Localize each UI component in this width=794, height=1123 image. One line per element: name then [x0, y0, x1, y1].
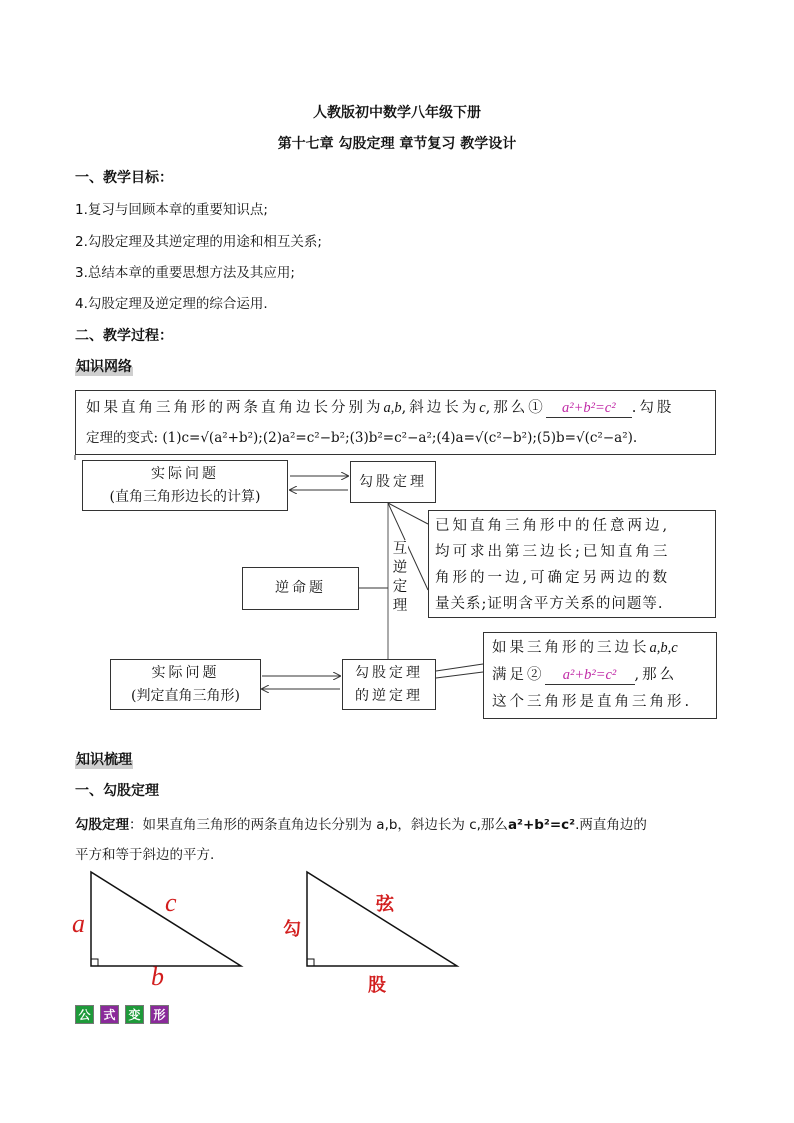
knowledge-network-label: 知识网络: [75, 356, 133, 376]
converse-theorem-box: [342, 659, 436, 710]
mutual-converse-label: 互逆定理: [392, 541, 408, 614]
converse-line2: 满足②: [492, 667, 545, 683]
badge-shi: 式: [100, 1005, 119, 1024]
theorem-statement-box: [75, 390, 716, 455]
usage-line: 均可求出第三边长;已知直角三: [435, 544, 671, 560]
badge-xing: 形: [150, 1005, 169, 1024]
converse-statement-box: [483, 632, 717, 719]
triangle-label-a: a: [72, 909, 85, 938]
converse-theorem-line2: 的逆定理: [355, 688, 423, 704]
triangle-label-xian: 弦: [376, 894, 394, 915]
triangle-figure-abc: [70, 865, 260, 975]
converse-line2-end: ,那么: [634, 667, 678, 683]
section-heading-pythagorean: 一、勾股定理: [75, 783, 159, 799]
statement-answer-blank: a²+b²=c²: [546, 399, 632, 418]
statement-vars: a,b: [383, 400, 402, 416]
usage-line: 量关系;证明含平方关系的问题等.: [435, 596, 664, 612]
statement-prefix: 如果直角三角形的两条直角边长分别为: [86, 400, 384, 416]
converse-proposition-box: 逆命题: [242, 567, 359, 610]
objective-item: 2.勾股定理及其逆定理的用途和相互关系;: [75, 234, 322, 250]
pythagorean-definition: [75, 813, 647, 833]
statement-then: ,那么①: [485, 400, 546, 416]
document-title: 人教版初中数学八年级下册: [313, 105, 481, 121]
definition-body-end: .两直角边的: [575, 817, 647, 833]
knowledge-review-label: 知识梳理: [75, 749, 133, 769]
converse-line1: 如果三角形的三边长: [492, 640, 650, 656]
section-heading-objectives: 一、教学目标：: [75, 170, 173, 186]
document-subtitle: 第十七章 勾股定理 章节复习 教学设计: [277, 136, 517, 152]
objective-item: 3.总结本章的重要思想方法及其应用;: [75, 265, 295, 281]
triangle-label-b: b: [151, 962, 164, 991]
objective-item: 4.勾股定理及逆定理的综合运用.: [75, 296, 268, 312]
usage-line: 已知直角三角形中的任意两边,: [435, 518, 671, 534]
badge-bian: 变: [125, 1005, 144, 1024]
converse-vars: a,b,c: [649, 640, 678, 656]
practical-problem-box-2: [110, 659, 261, 710]
objective-item: 1.复习与回顾本章的重要知识点;: [75, 202, 268, 218]
statement-mid: ,斜边长为: [401, 400, 480, 416]
practical1-title: 实际问题: [151, 466, 219, 482]
converse-theorem-line1: 勾股定理: [355, 665, 423, 681]
definition-line2: 平方和等于斜边的平方.: [75, 847, 215, 863]
practical2-desc: (判定直角三角形): [131, 688, 240, 704]
practical1-desc: (直角三角形边长的计算): [109, 489, 261, 505]
triangle-label-gu: 股: [368, 975, 386, 996]
badge-gong: 公: [75, 1005, 94, 1024]
triangle-figure-gougu: [290, 865, 470, 975]
section-heading-process: 二、教学过程：: [75, 328, 173, 344]
usage-line: 角形的一边,可确定另两边的数: [435, 570, 671, 586]
statement-c: c: [479, 400, 486, 416]
converse-answer-blank: a²+b²=c²: [545, 666, 635, 685]
triangle-label-c: c: [165, 888, 177, 917]
definition-body: ：如果直角三角形的两条直角边长分别为 a,b，斜边长为 c,那么: [129, 817, 508, 833]
practical-problem-box-1: [82, 460, 288, 511]
statement-end: .勾股: [631, 400, 675, 416]
theorem-usage-box: [428, 510, 716, 618]
definition-formula: a²+b²=c²: [507, 817, 576, 833]
triangle-label-gou: 勾: [283, 919, 301, 940]
practical2-title: 实际问题: [151, 665, 220, 681]
converse-line3: 这个三角形是直角三角形.: [492, 694, 693, 710]
definition-term: 勾股定理: [75, 817, 129, 833]
pythagorean-theorem-box: 勾股定理: [350, 461, 436, 503]
statement-variants: 定理的变式: (1)c=√(a²+b²);(2)a²=c²−b²;(3)b²=c²−a²;(4)a=√(c²−b²);(5)b=√(c²−a²).: [86, 430, 638, 446]
